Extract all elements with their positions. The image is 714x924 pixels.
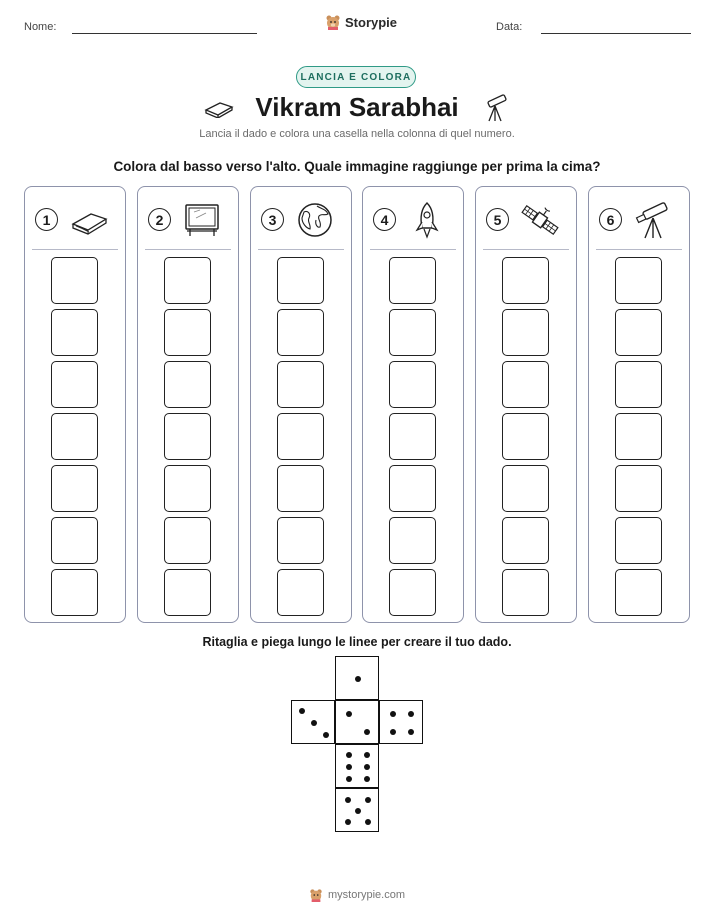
column-divider xyxy=(596,249,682,250)
page-title xyxy=(0,92,714,123)
color-box[interactable] xyxy=(502,309,549,356)
color-box[interactable] xyxy=(51,257,98,304)
color-box[interactable] xyxy=(502,569,549,616)
color-box[interactable] xyxy=(164,361,211,408)
footer-url[interactable]: mystorypie.com xyxy=(327,889,406,901)
color-box[interactable] xyxy=(389,413,436,460)
column-divider xyxy=(258,249,344,250)
column-number: 3 xyxy=(261,208,284,231)
dice-pip xyxy=(364,776,370,782)
color-box[interactable] xyxy=(389,569,436,616)
chalkboard-icon xyxy=(182,200,222,240)
color-box[interactable] xyxy=(51,569,98,616)
dice-pip xyxy=(390,711,396,717)
color-box[interactable] xyxy=(164,309,211,356)
dice-pip xyxy=(299,708,305,714)
page-subtitle: Lancia il dado e colora una casella nella colonna di quel numero. xyxy=(199,128,515,140)
color-box[interactable] xyxy=(389,309,436,356)
column-6 xyxy=(588,186,690,623)
color-box[interactable] xyxy=(277,517,324,564)
color-box[interactable] xyxy=(277,569,324,616)
dice-face-4 xyxy=(379,700,423,744)
color-box[interactable] xyxy=(277,413,324,460)
dice-face-6 xyxy=(335,744,379,788)
color-box[interactable] xyxy=(51,465,98,512)
activity-badge: LANCIA E COLORA xyxy=(296,66,416,88)
dice-pip xyxy=(346,752,352,758)
column-number: 4 xyxy=(373,208,396,231)
color-box[interactable] xyxy=(277,465,324,512)
color-box[interactable] xyxy=(277,309,324,356)
color-box[interactable] xyxy=(502,257,549,304)
dice-pip xyxy=(365,797,371,803)
book-icon xyxy=(69,200,109,240)
dice-pip xyxy=(408,711,414,717)
color-box[interactable] xyxy=(164,569,211,616)
dice-pip xyxy=(390,729,396,735)
color-box[interactable] xyxy=(615,257,662,304)
column-4 xyxy=(362,186,464,623)
dice-pip xyxy=(365,819,371,825)
dice-pip xyxy=(364,764,370,770)
name-line[interactable] xyxy=(72,33,257,34)
page-title-text: Vikram Sarabhai xyxy=(255,92,459,122)
column-5 xyxy=(475,186,577,623)
dice-face-1 xyxy=(335,656,379,700)
color-box[interactable] xyxy=(615,569,662,616)
color-box[interactable] xyxy=(51,517,98,564)
dice-face-3 xyxy=(291,700,335,744)
color-box[interactable] xyxy=(615,465,662,512)
bear-logo-icon xyxy=(309,888,323,902)
globe-icon xyxy=(295,200,335,240)
color-box[interactable] xyxy=(51,413,98,460)
column-divider xyxy=(483,249,569,250)
date-label: Data: xyxy=(496,21,523,33)
column-1 xyxy=(24,186,126,623)
dice-pip xyxy=(311,720,317,726)
column-divider xyxy=(32,249,118,250)
color-box[interactable] xyxy=(502,413,549,460)
bear-logo-icon xyxy=(325,14,341,30)
color-box[interactable] xyxy=(615,517,662,564)
dice-pip xyxy=(346,764,352,770)
dice-pip xyxy=(364,752,370,758)
dice-pip xyxy=(364,729,370,735)
color-box[interactable] xyxy=(615,361,662,408)
cut-instruction: Ritaglia e piega lungo le linee per creare il tuo dado. xyxy=(202,635,512,649)
satellite-icon xyxy=(520,200,560,240)
color-box[interactable] xyxy=(277,361,324,408)
dice-pip xyxy=(408,729,414,735)
rocket-icon xyxy=(407,200,447,240)
column-number: 6 xyxy=(599,208,622,231)
column-number: 1 xyxy=(35,208,58,231)
color-box[interactable] xyxy=(51,309,98,356)
dice-pip xyxy=(345,819,351,825)
telescope-icon xyxy=(480,92,510,122)
color-box[interactable] xyxy=(164,465,211,512)
color-box[interactable] xyxy=(615,309,662,356)
dice-pip xyxy=(346,711,352,717)
column-divider xyxy=(370,249,456,250)
dice-pip xyxy=(345,797,351,803)
color-box[interactable] xyxy=(502,361,549,408)
date-line[interactable] xyxy=(541,33,691,34)
book-icon xyxy=(204,96,234,118)
column-divider xyxy=(145,249,231,250)
color-box[interactable] xyxy=(164,257,211,304)
color-box[interactable] xyxy=(502,465,549,512)
color-box[interactable] xyxy=(51,361,98,408)
column-3 xyxy=(250,186,352,623)
game-instruction: Colora dal basso verso l'alto. Quale immagine raggiunge per prima la cima? xyxy=(113,159,601,174)
color-box[interactable] xyxy=(164,517,211,564)
name-label: Nome: xyxy=(24,21,57,33)
footer xyxy=(0,888,714,902)
color-box[interactable] xyxy=(164,413,211,460)
color-box[interactable] xyxy=(389,517,436,564)
dice-pip xyxy=(346,776,352,782)
dice-face-2 xyxy=(335,700,379,744)
telescope-icon xyxy=(633,200,673,240)
dice-pip xyxy=(355,808,361,814)
dice-pip xyxy=(355,676,361,682)
color-box[interactable] xyxy=(389,257,436,304)
color-box[interactable] xyxy=(277,257,324,304)
brand-name: Storypie xyxy=(345,14,398,30)
color-box[interactable] xyxy=(502,517,549,564)
dice-face-5 xyxy=(335,788,379,832)
color-box[interactable] xyxy=(389,465,436,512)
column-number: 5 xyxy=(486,208,509,231)
brand-logo xyxy=(325,14,397,30)
color-box[interactable] xyxy=(389,361,436,408)
color-box[interactable] xyxy=(615,413,662,460)
column-2 xyxy=(137,186,239,623)
column-number: 2 xyxy=(148,208,171,231)
dice-pip xyxy=(323,732,329,738)
